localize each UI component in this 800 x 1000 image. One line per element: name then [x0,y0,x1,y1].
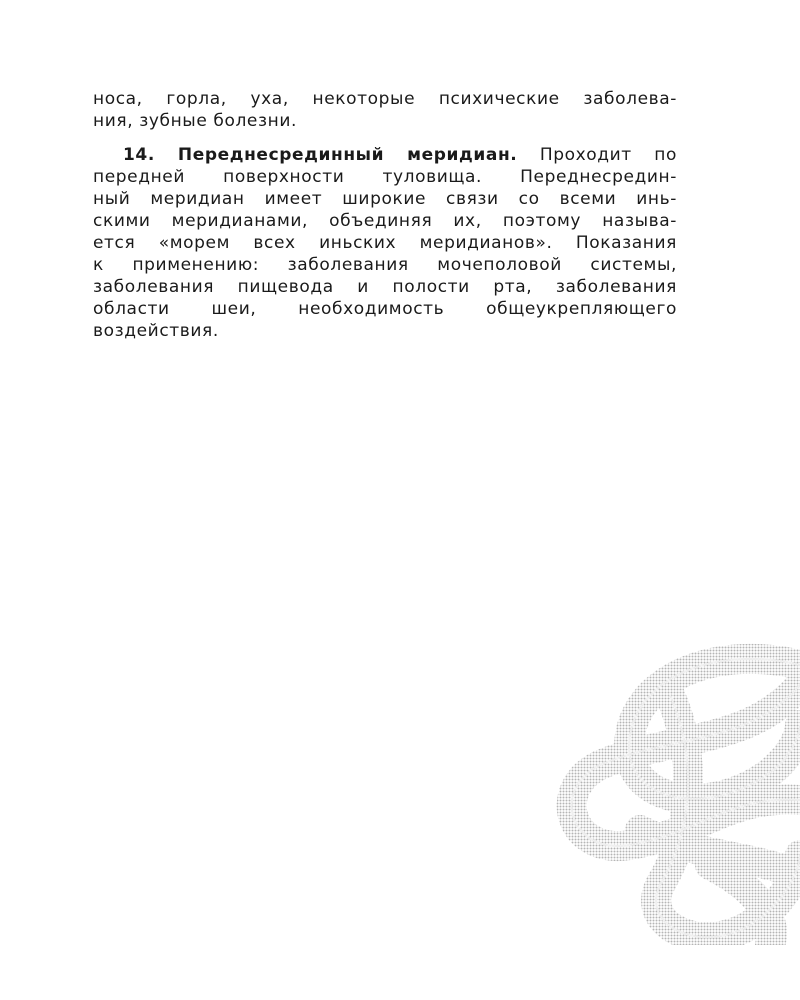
paragraph-2-line-3: ный меридиан имеет широкие связи со всеми инь- [93,189,677,209]
paragraph-gap [93,132,677,144]
paragraph-2-line-7: заболевания пищевода и полости рта, заболевания [93,277,677,297]
paragraph-2-line-5: ется «морем всех иньских меридианов». Показания [93,233,677,253]
paragraph-2-line-9: воздействия. [93,321,219,341]
body-text [93,88,677,342]
interlaced-knot-ornament-icon [550,625,800,945]
paragraph-1-line-2: ния, зубные болезни. [93,111,297,131]
paragraph-2-line-1 [93,144,677,166]
paragraph-2-first-line-text: Проходит по [539,145,677,165]
paragraph-2-line-8: области шеи, необходимость общеукрепляющего [93,299,677,319]
paragraph-2-line-6: к применению: заболевания мочеполовой системы, [93,255,677,275]
paragraph-1-line-1: носа, горла, уха, некоторые психические заболева- [93,89,677,109]
meridian-heading: 14. Переднесрединный меридиан. [123,145,518,165]
paragraph-2-line-4: скими меридианами, объединяя их, поэтому называ- [93,211,677,231]
paragraph-2-line-2: передней поверхности туловища. Переднесредин- [93,167,677,187]
